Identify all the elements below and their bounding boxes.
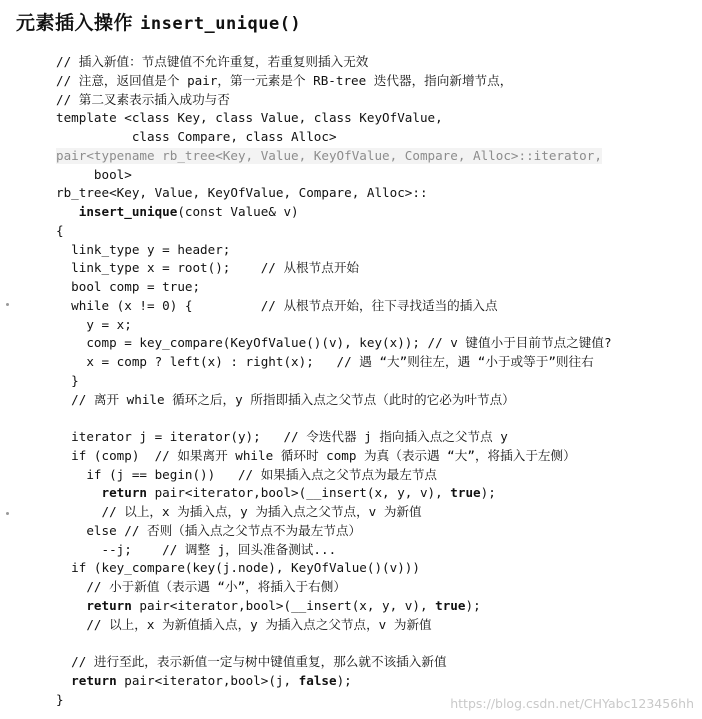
code-line: pair<typename rb_tree<Key, Value, KeyOfValue, Compare, Alloc>::iterator, bbox=[56, 147, 602, 163]
code-line bbox=[56, 598, 481, 614]
heading-function-name: insert_unique() bbox=[140, 14, 302, 34]
code-text: (const Value& v) bbox=[177, 204, 299, 219]
code-line: class Compare, class Alloc> bbox=[56, 129, 337, 144]
code-text: pair<iterator,bool>(j, bbox=[116, 672, 299, 688]
watermark-url: https://blog.csdn.net/CHYabc123456hh bbox=[450, 696, 694, 711]
code-line: { bbox=[56, 222, 64, 238]
code-line: if (key_compare(key(j.node), KeyOfValue()(v))) bbox=[56, 560, 420, 576]
code-line: else // 否则（插入点之父节点不为最左节点） bbox=[56, 522, 362, 538]
code-line: // 第二叉素表示插入成功与否 bbox=[56, 91, 230, 107]
code-line: // 小于新值（表示遇 “小”，将插入于右侧） bbox=[56, 579, 346, 594]
code-line bbox=[56, 485, 496, 501]
code-line: // 以上，x 为插入点，y 为插入点之父节点，v 为新值 bbox=[56, 504, 422, 519]
code-text bbox=[56, 204, 79, 219]
code-keyword: return bbox=[86, 597, 132, 613]
code-line: if (j == begin()) // 如果插入点之父节点为最左节点 bbox=[56, 466, 438, 482]
code-keyword: insert_unique bbox=[78, 204, 178, 219]
code-line: bool comp = true; bbox=[56, 279, 201, 294]
code-line: iterator j = iterator(y); // 令迭代器 j 指向插入点之父节点 y bbox=[56, 429, 508, 444]
code-keyword: return bbox=[101, 485, 147, 501]
code-line bbox=[56, 204, 299, 220]
code-line: // 离开 while 循环之后，y 所指即插入点之父节点（此时的它必为叶节点） bbox=[56, 391, 515, 407]
heading-title: 元素插入操作 bbox=[16, 12, 134, 34]
code-keyword: false bbox=[298, 672, 337, 688]
section-heading bbox=[16, 8, 301, 35]
code-line: while (x != 0) { // 从根节点开始，往下寻找适当的插入点 bbox=[56, 297, 498, 313]
code-text: pair<iterator,bool>(__insert(x, y, v), bbox=[147, 485, 451, 501]
code-text: ); bbox=[480, 485, 496, 501]
margin-mark bbox=[6, 512, 9, 515]
code-line: // 注意，返回值是个 pair，第一元素是个 RB-tree 迭代器，指向新增节点， bbox=[56, 72, 513, 88]
code-text: ); bbox=[336, 672, 352, 688]
code-line: if (comp) // 如果离开 while 循环时 comp 为真（表示遇 “大”，将插入于左侧） bbox=[56, 447, 576, 463]
code-keyword: true bbox=[450, 485, 481, 501]
code-line: // 进行至此，表示新值一定与树中键值重复，那么就不该插入新值 bbox=[56, 654, 447, 669]
code-line: // 以上，x 为新值插入点，y 为插入点之父节点，v 为新值 bbox=[56, 616, 432, 632]
code-line bbox=[56, 673, 352, 689]
code-line: } bbox=[56, 691, 64, 707]
code-line: x = comp ? left(x) : right(x); // 遇 “大”则往左，遇 “小于或等于”则往右 bbox=[56, 354, 594, 369]
code-line: rb_tree<Key, Value, KeyOfValue, Compare, Alloc>:: bbox=[56, 185, 428, 201]
code-line: y = x; bbox=[56, 316, 132, 332]
code-text bbox=[56, 485, 102, 500]
code-text: pair<iterator,bool>(__insert(x, y, v), bbox=[131, 597, 436, 613]
code-keyword: true bbox=[435, 597, 466, 613]
code-text bbox=[56, 598, 86, 613]
code-line: --j; // 调整 j，回头准备测试... bbox=[56, 541, 337, 557]
code-line: comp = key_compare(KeyOfValue()(v), key(x)); // v 键值小于目前节点之键值? bbox=[56, 335, 612, 351]
code-line: } bbox=[56, 372, 79, 388]
code-text bbox=[56, 673, 71, 688]
code-line: bool> bbox=[56, 166, 132, 182]
code-line: link_type y = header; bbox=[56, 241, 231, 257]
code-line: link_type x = root(); // 从根节点开始 bbox=[56, 260, 360, 276]
code-keyword: return bbox=[71, 672, 117, 688]
code-line: template <class Key, class Value, class KeyOfValue, bbox=[56, 110, 443, 126]
code-text: ); bbox=[465, 597, 481, 613]
margin-mark bbox=[6, 303, 9, 306]
code-line: // 插入新值：节点键值不允许重复，若重复则插入无效 bbox=[56, 54, 369, 69]
